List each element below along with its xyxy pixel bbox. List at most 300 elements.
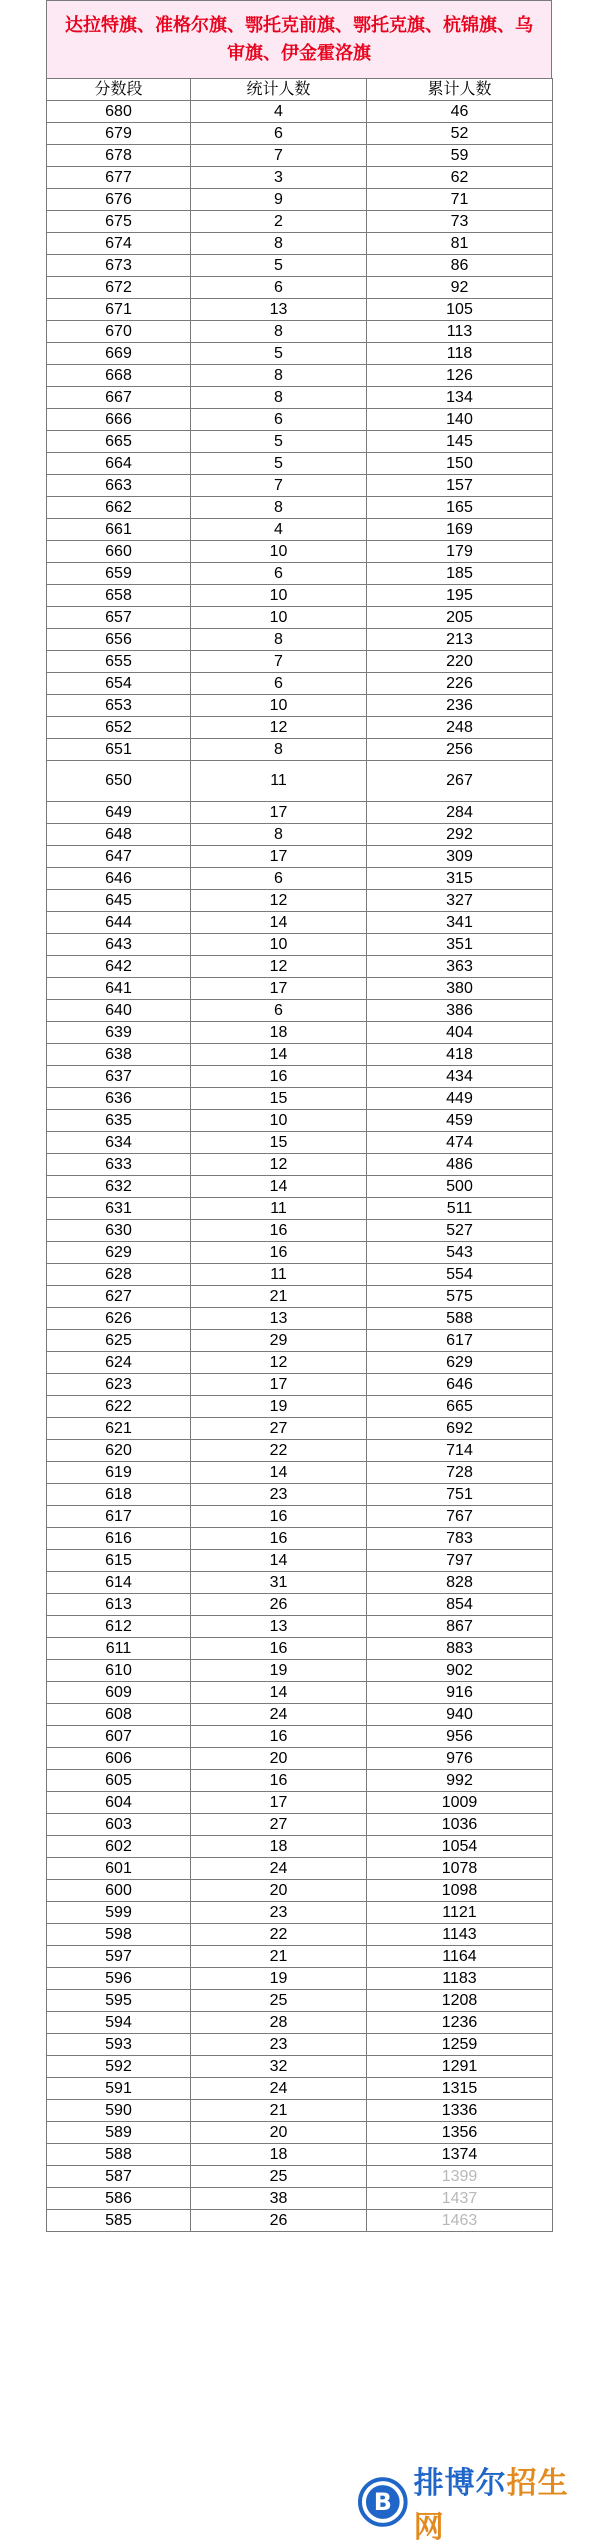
table-row xyxy=(47,1242,553,1264)
cell-score-band: 588 xyxy=(47,2144,191,2166)
cell-cumulative: 363 xyxy=(367,956,553,978)
cell-score-band: 680 xyxy=(47,101,191,123)
cell-cumulative: 220 xyxy=(367,651,553,673)
table-row xyxy=(47,1286,553,1308)
cell-cumulative: 248 xyxy=(367,717,553,739)
cell-score-band: 665 xyxy=(47,431,191,453)
cell-cumulative: 1336 xyxy=(367,2100,553,2122)
header-score-band: 分数段 xyxy=(47,79,191,101)
cell-cumulative: 692 xyxy=(367,1418,553,1440)
cell-score-band: 653 xyxy=(47,695,191,717)
cell-count: 18 xyxy=(191,1836,367,1858)
cell-count: 26 xyxy=(191,2210,367,2232)
table-row xyxy=(47,1770,553,1792)
table-row xyxy=(47,890,553,912)
cell-score-band: 637 xyxy=(47,1066,191,1088)
table-row xyxy=(47,1484,553,1506)
cell-cumulative: 145 xyxy=(367,431,553,453)
cell-cumulative: 195 xyxy=(367,585,553,607)
cell-count: 11 xyxy=(191,761,367,802)
cell-count: 21 xyxy=(191,2100,367,2122)
table-row xyxy=(47,211,553,233)
cell-score-band: 586 xyxy=(47,2188,191,2210)
cell-cumulative: 92 xyxy=(367,277,553,299)
cell-cumulative: 916 xyxy=(367,1682,553,1704)
table-row xyxy=(47,912,553,934)
cell-cumulative: 205 xyxy=(367,607,553,629)
table-row xyxy=(47,934,553,956)
table-row xyxy=(47,167,553,189)
cell-count: 19 xyxy=(191,1968,367,1990)
cell-cumulative: 418 xyxy=(367,1044,553,1066)
table-row xyxy=(47,1110,553,1132)
table-row xyxy=(47,1154,553,1176)
cell-score-band: 625 xyxy=(47,1330,191,1352)
cell-count: 8 xyxy=(191,387,367,409)
cell-count: 3 xyxy=(191,167,367,189)
table-row xyxy=(47,1088,553,1110)
cell-score-band: 602 xyxy=(47,1836,191,1858)
table-row xyxy=(47,651,553,673)
cell-count: 20 xyxy=(191,1748,367,1770)
cell-score-band: 675 xyxy=(47,211,191,233)
table-row xyxy=(47,1132,553,1154)
cell-count: 8 xyxy=(191,233,367,255)
cell-cumulative: 588 xyxy=(367,1308,553,1330)
cell-score-band: 621 xyxy=(47,1418,191,1440)
cell-score-band: 618 xyxy=(47,1484,191,1506)
table-row xyxy=(47,1814,553,1836)
cell-score-band: 593 xyxy=(47,2034,191,2056)
cell-score-band: 634 xyxy=(47,1132,191,1154)
cell-score-band: 597 xyxy=(47,1946,191,1968)
table-row xyxy=(47,1528,553,1550)
cell-cumulative: 1463 xyxy=(367,2210,553,2232)
cell-cumulative: 1054 xyxy=(367,1836,553,1858)
cell-score-band: 592 xyxy=(47,2056,191,2078)
table-row xyxy=(47,1902,553,1924)
cell-score-band: 647 xyxy=(47,846,191,868)
cell-score-band: 674 xyxy=(47,233,191,255)
cell-count: 6 xyxy=(191,563,367,585)
table-row xyxy=(47,2144,553,2166)
cell-count: 14 xyxy=(191,1462,367,1484)
cell-cumulative: 665 xyxy=(367,1396,553,1418)
cell-count: 20 xyxy=(191,1880,367,1902)
cell-score-band: 622 xyxy=(47,1396,191,1418)
cell-cumulative: 256 xyxy=(367,739,553,761)
cell-score-band: 677 xyxy=(47,167,191,189)
cell-count: 6 xyxy=(191,673,367,695)
cell-cumulative: 267 xyxy=(367,761,553,802)
cell-cumulative: 52 xyxy=(367,123,553,145)
cell-count: 14 xyxy=(191,1550,367,1572)
cell-cumulative: 327 xyxy=(367,890,553,912)
cell-score-band: 603 xyxy=(47,1814,191,1836)
table-row xyxy=(47,123,553,145)
cell-cumulative: 976 xyxy=(367,1748,553,1770)
cell-count: 6 xyxy=(191,409,367,431)
cell-score-band: 643 xyxy=(47,934,191,956)
cell-score-band: 661 xyxy=(47,519,191,541)
table-row xyxy=(47,2056,553,2078)
cell-count: 7 xyxy=(191,651,367,673)
cell-score-band: 666 xyxy=(47,409,191,431)
cell-score-band: 638 xyxy=(47,1044,191,1066)
table-row xyxy=(47,2012,553,2034)
cell-count: 5 xyxy=(191,255,367,277)
cell-cumulative: 1143 xyxy=(367,1924,553,1946)
table-row xyxy=(47,1550,553,1572)
cell-cumulative: 351 xyxy=(367,934,553,956)
cell-count: 24 xyxy=(191,2078,367,2100)
cell-cumulative: 1356 xyxy=(367,2122,553,2144)
cell-cumulative: 992 xyxy=(367,1770,553,1792)
cell-cumulative: 554 xyxy=(367,1264,553,1286)
cell-cumulative: 1208 xyxy=(367,1990,553,2012)
table-row xyxy=(47,2122,553,2144)
cell-score-band: 641 xyxy=(47,978,191,1000)
cell-score-band: 611 xyxy=(47,1638,191,1660)
cell-count: 4 xyxy=(191,519,367,541)
cell-score-band: 676 xyxy=(47,189,191,211)
table-row xyxy=(47,585,553,607)
table-row xyxy=(47,1990,553,2012)
table-row xyxy=(47,475,553,497)
cell-cumulative: 134 xyxy=(367,387,553,409)
cell-cumulative: 126 xyxy=(367,365,553,387)
table-row xyxy=(47,277,553,299)
cell-count: 5 xyxy=(191,453,367,475)
cell-count: 21 xyxy=(191,1286,367,1308)
cell-score-band: 594 xyxy=(47,2012,191,2034)
cell-count: 17 xyxy=(191,1792,367,1814)
cell-count: 16 xyxy=(191,1528,367,1550)
cell-score-band: 590 xyxy=(47,2100,191,2122)
cell-count: 8 xyxy=(191,497,367,519)
table-row xyxy=(47,1374,553,1396)
cell-count: 8 xyxy=(191,824,367,846)
cell-count: 18 xyxy=(191,2144,367,2166)
cell-count: 8 xyxy=(191,629,367,651)
header-cumulative: 累计人数 xyxy=(367,79,553,101)
table-row xyxy=(47,1858,553,1880)
cell-score-band: 646 xyxy=(47,868,191,890)
table-row xyxy=(47,2210,553,2232)
cell-cumulative: 629 xyxy=(367,1352,553,1374)
cell-count: 32 xyxy=(191,2056,367,2078)
cell-score-band: 631 xyxy=(47,1198,191,1220)
cell-cumulative: 73 xyxy=(367,211,553,233)
cell-cumulative: 284 xyxy=(367,802,553,824)
cell-count: 25 xyxy=(191,1990,367,2012)
cell-score-band: 652 xyxy=(47,717,191,739)
cell-count: 17 xyxy=(191,802,367,824)
watermark-logo-letter: B xyxy=(373,2487,392,2516)
cell-score-band: 616 xyxy=(47,1528,191,1550)
cell-cumulative: 179 xyxy=(367,541,553,563)
cell-score-band: 598 xyxy=(47,1924,191,1946)
cell-cumulative: 828 xyxy=(367,1572,553,1594)
cell-score-band: 669 xyxy=(47,343,191,365)
table-row xyxy=(47,1264,553,1286)
table-row xyxy=(47,1220,553,1242)
table-row xyxy=(47,1308,553,1330)
cell-cumulative: 46 xyxy=(367,101,553,123)
cell-count: 13 xyxy=(191,299,367,321)
cell-score-band: 668 xyxy=(47,365,191,387)
cell-count: 27 xyxy=(191,1418,367,1440)
cell-count: 38 xyxy=(191,2188,367,2210)
cell-score-band: 608 xyxy=(47,1704,191,1726)
cell-count: 19 xyxy=(191,1396,367,1418)
cell-count: 12 xyxy=(191,1352,367,1374)
table-row xyxy=(47,629,553,651)
cell-score-band: 600 xyxy=(47,1880,191,1902)
table-row xyxy=(47,1616,553,1638)
cell-score-band: 609 xyxy=(47,1682,191,1704)
table-row xyxy=(47,431,553,453)
cell-count: 19 xyxy=(191,1660,367,1682)
cell-cumulative: 292 xyxy=(367,824,553,846)
cell-score-band: 642 xyxy=(47,956,191,978)
table-row xyxy=(47,365,553,387)
cell-cumulative: 797 xyxy=(367,1550,553,1572)
table-row xyxy=(47,343,553,365)
cell-count: 2 xyxy=(191,211,367,233)
cell-score-band: 610 xyxy=(47,1660,191,1682)
cell-count: 12 xyxy=(191,1154,367,1176)
table-row xyxy=(47,1638,553,1660)
table-row xyxy=(47,1022,553,1044)
cell-cumulative: 1437 xyxy=(367,2188,553,2210)
cell-cumulative: 1374 xyxy=(367,2144,553,2166)
table-row xyxy=(47,1572,553,1594)
cell-score-band: 657 xyxy=(47,607,191,629)
cell-cumulative: 150 xyxy=(367,453,553,475)
score-table-sheet xyxy=(46,0,552,2232)
cell-count: 23 xyxy=(191,1902,367,1924)
cell-cumulative: 449 xyxy=(367,1088,553,1110)
cell-score-band: 626 xyxy=(47,1308,191,1330)
table-row xyxy=(47,1594,553,1616)
table-row xyxy=(47,1176,553,1198)
cell-count: 16 xyxy=(191,1242,367,1264)
cell-cumulative: 714 xyxy=(367,1440,553,1462)
cell-count: 8 xyxy=(191,321,367,343)
table-row xyxy=(47,255,553,277)
table-row xyxy=(47,1044,553,1066)
table-row xyxy=(47,1968,553,1990)
table-row xyxy=(47,695,553,717)
cell-score-band: 639 xyxy=(47,1022,191,1044)
cell-cumulative: 767 xyxy=(367,1506,553,1528)
table-row xyxy=(47,607,553,629)
cell-cumulative: 169 xyxy=(367,519,553,541)
cell-cumulative: 1121 xyxy=(367,1902,553,1924)
cell-cumulative: 236 xyxy=(367,695,553,717)
cell-count: 14 xyxy=(191,1682,367,1704)
table-row xyxy=(47,1836,553,1858)
cell-count: 18 xyxy=(191,1022,367,1044)
cell-count: 16 xyxy=(191,1066,367,1088)
cell-cumulative: 1078 xyxy=(367,1858,553,1880)
cell-count: 28 xyxy=(191,2012,367,2034)
cell-score-band: 604 xyxy=(47,1792,191,1814)
table-row xyxy=(47,1682,553,1704)
table-row xyxy=(47,956,553,978)
cell-score-band: 658 xyxy=(47,585,191,607)
cell-score-band: 678 xyxy=(47,145,191,167)
cell-score-band: 635 xyxy=(47,1110,191,1132)
cell-score-band: 679 xyxy=(47,123,191,145)
cell-score-band: 662 xyxy=(47,497,191,519)
cell-cumulative: 1259 xyxy=(367,2034,553,2056)
cell-cumulative: 118 xyxy=(367,343,553,365)
cell-count: 10 xyxy=(191,695,367,717)
cell-cumulative: 140 xyxy=(367,409,553,431)
cell-score-band: 673 xyxy=(47,255,191,277)
cell-score-band: 585 xyxy=(47,2210,191,2232)
cell-cumulative: 1009 xyxy=(367,1792,553,1814)
cell-score-band: 595 xyxy=(47,1990,191,2012)
cell-count: 20 xyxy=(191,2122,367,2144)
cell-count: 16 xyxy=(191,1726,367,1748)
cell-score-band: 613 xyxy=(47,1594,191,1616)
table-row xyxy=(47,145,553,167)
table-row xyxy=(47,717,553,739)
cell-cumulative: 213 xyxy=(367,629,553,651)
table-row xyxy=(47,846,553,868)
cell-score-band: 606 xyxy=(47,1748,191,1770)
table-row xyxy=(47,1440,553,1462)
table-row xyxy=(47,409,553,431)
cell-score-band: 649 xyxy=(47,802,191,824)
cell-cumulative: 185 xyxy=(367,563,553,585)
table-row xyxy=(47,868,553,890)
cell-count: 26 xyxy=(191,1594,367,1616)
cell-count: 10 xyxy=(191,934,367,956)
cell-count: 17 xyxy=(191,846,367,868)
cell-cumulative: 1036 xyxy=(367,1814,553,1836)
cell-count: 16 xyxy=(191,1638,367,1660)
table-row xyxy=(47,541,553,563)
cell-score-band: 644 xyxy=(47,912,191,934)
table-row xyxy=(47,1704,553,1726)
cell-count: 7 xyxy=(191,475,367,497)
table-row xyxy=(47,824,553,846)
cell-count: 21 xyxy=(191,1946,367,1968)
table-row xyxy=(47,2100,553,2122)
table-header-row xyxy=(47,79,553,101)
cell-count: 6 xyxy=(191,1000,367,1022)
table-row xyxy=(47,1462,553,1484)
table-row xyxy=(47,299,553,321)
cell-score-band: 645 xyxy=(47,890,191,912)
cell-score-band: 632 xyxy=(47,1176,191,1198)
cell-count: 11 xyxy=(191,1198,367,1220)
cell-count: 17 xyxy=(191,978,367,1000)
cell-cumulative: 940 xyxy=(367,1704,553,1726)
cell-count: 22 xyxy=(191,1924,367,1946)
cell-score-band: 663 xyxy=(47,475,191,497)
cell-count: 5 xyxy=(191,431,367,453)
cell-score-band: 596 xyxy=(47,1968,191,1990)
cell-cumulative: 380 xyxy=(367,978,553,1000)
table-row xyxy=(47,1352,553,1374)
table-row xyxy=(47,101,553,123)
table-row xyxy=(47,2166,553,2188)
cell-count: 13 xyxy=(191,1308,367,1330)
cell-cumulative: 459 xyxy=(367,1110,553,1132)
cell-cumulative: 113 xyxy=(367,321,553,343)
cell-count: 27 xyxy=(191,1814,367,1836)
cell-score-band: 664 xyxy=(47,453,191,475)
cell-cumulative: 315 xyxy=(367,868,553,890)
cell-count: 6 xyxy=(191,277,367,299)
cell-cumulative: 728 xyxy=(367,1462,553,1484)
table-row xyxy=(47,1880,553,1902)
cell-cumulative: 1315 xyxy=(367,2078,553,2100)
cell-cumulative: 62 xyxy=(367,167,553,189)
cell-count: 12 xyxy=(191,717,367,739)
table-row xyxy=(47,1330,553,1352)
cell-count: 15 xyxy=(191,1088,367,1110)
cell-score-band: 672 xyxy=(47,277,191,299)
cell-count: 14 xyxy=(191,912,367,934)
cell-score-band: 655 xyxy=(47,651,191,673)
cell-count: 4 xyxy=(191,101,367,123)
cell-cumulative: 157 xyxy=(367,475,553,497)
cell-score-band: 656 xyxy=(47,629,191,651)
cell-score-band: 670 xyxy=(47,321,191,343)
cell-score-band: 633 xyxy=(47,1154,191,1176)
cell-count: 12 xyxy=(191,890,367,912)
header-count: 统计人数 xyxy=(191,79,367,101)
cell-cumulative: 617 xyxy=(367,1330,553,1352)
cell-count: 9 xyxy=(191,189,367,211)
score-distribution-table xyxy=(46,78,553,2232)
table-row xyxy=(47,1792,553,1814)
cell-count: 10 xyxy=(191,1110,367,1132)
cell-count: 6 xyxy=(191,123,367,145)
cell-score-band: 648 xyxy=(47,824,191,846)
cell-score-band: 591 xyxy=(47,2078,191,2100)
table-row xyxy=(47,387,553,409)
site-watermark xyxy=(358,2466,598,2545)
table-row xyxy=(47,1924,553,1946)
cell-cumulative: 474 xyxy=(367,1132,553,1154)
cell-cumulative: 105 xyxy=(367,299,553,321)
table-row xyxy=(47,1726,553,1748)
cell-score-band: 660 xyxy=(47,541,191,563)
cell-cumulative: 1183 xyxy=(367,1968,553,1990)
cell-score-band: 650 xyxy=(47,761,191,802)
cell-cumulative: 1291 xyxy=(367,2056,553,2078)
cell-count: 10 xyxy=(191,541,367,563)
table-row xyxy=(47,739,553,761)
cell-count: 23 xyxy=(191,2034,367,2056)
cell-score-band: 601 xyxy=(47,1858,191,1880)
table-row xyxy=(47,519,553,541)
cell-count: 14 xyxy=(191,1044,367,1066)
cell-cumulative: 86 xyxy=(367,255,553,277)
table-row xyxy=(47,1748,553,1770)
cell-score-band: 654 xyxy=(47,673,191,695)
table-row xyxy=(47,1418,553,1440)
cell-cumulative: 341 xyxy=(367,912,553,934)
table-row xyxy=(47,1506,553,1528)
